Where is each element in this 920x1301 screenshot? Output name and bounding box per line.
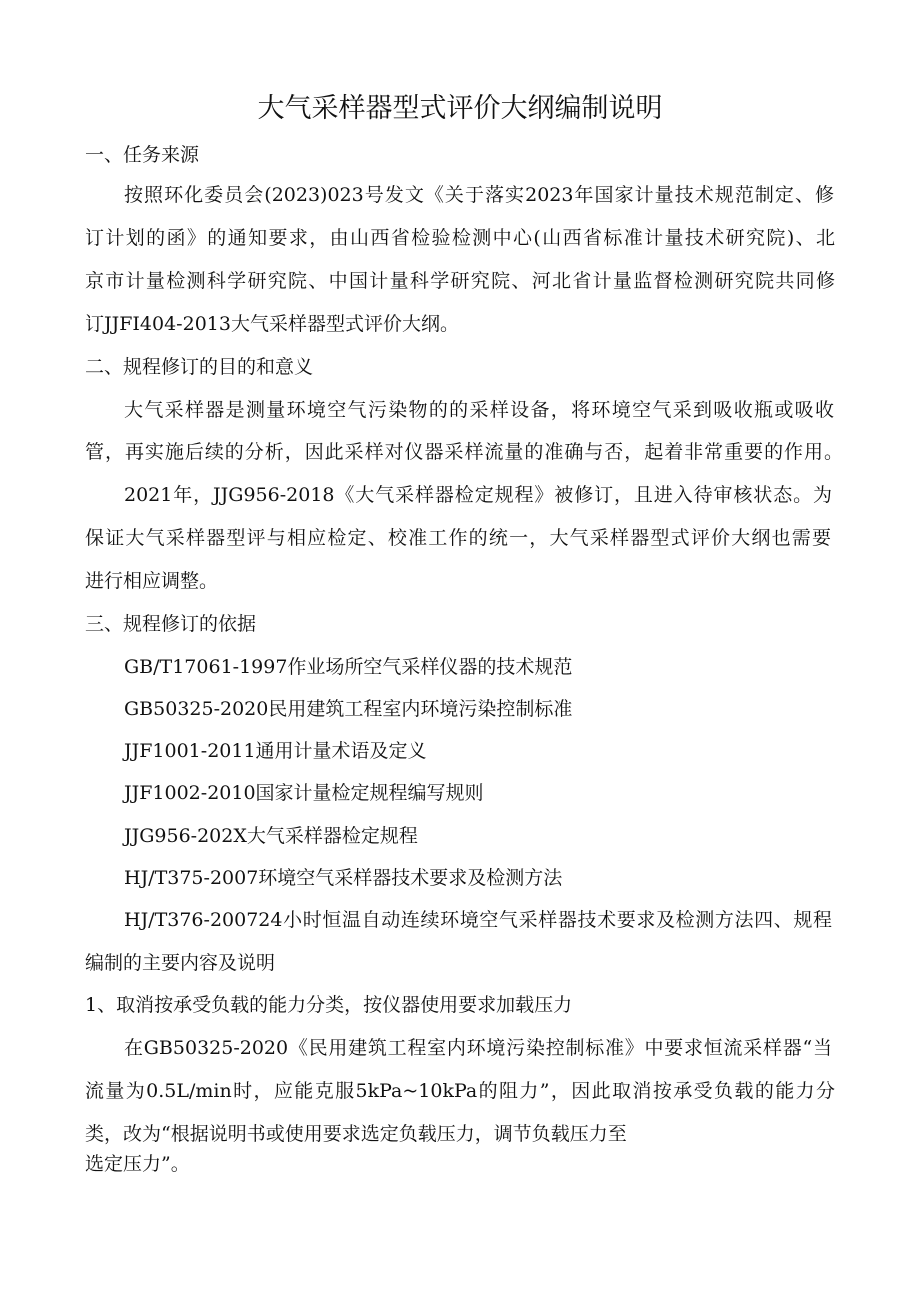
reference-item: JJF1002-2010国家计量检定规程编写规则 (124, 782, 484, 804)
paragraph-line: 保证大气采样器型评与相应检定、校准工作的统一，大气采样器型式评价大纲也需要 (85, 527, 831, 549)
paragraph-line: 流量为0.5L/min时，应能克服5kPa~10kPa的阻力”，因此取消按承受负载的能力分 (85, 1080, 835, 1102)
paragraph-line: 2021年，JJG956-2018《大气采样器检定规程》被修订，且进入待审核状态。为 (124, 484, 832, 506)
reference-item: GB50325-2020民用建筑工程室内环境污染控制标准 (124, 698, 573, 720)
paragraph-line: 按照环化委员会(2023)023号发文《关于落实2023年国家计量技术规范制定、修 (124, 184, 834, 206)
reference-item: GB/T17061-1997作业场所空气采样仪器的技术规范 (124, 656, 573, 678)
item-heading: 1、取消按承受负载的能力分类，按仪器使用要求加载压力 (85, 994, 573, 1016)
reference-item: JJF1001-2011通用计量术语及定义 (124, 740, 427, 762)
document-title: 大气采样器型式评价大纲编制说明 (257, 93, 663, 124)
paragraph-line: 订计划的函》的通知要求，由山西省检验检测中心(山西省标准计量技术研究院)、北 (85, 227, 835, 249)
section-heading: 二、规程修订的目的和意义 (85, 356, 314, 378)
paragraph-line: 进行相应调整。 (85, 570, 219, 592)
paragraph-line: 订JJFI404-2013大气采样器型式评价大纲。 (85, 313, 459, 335)
reference-item: HJ/T376-200724小时恒温自动连续环境空气采样器技术要求及检测方法四、规程 (124, 909, 832, 931)
paragraph-line: 京市计量检测科学研究院、中国计量科学研究院、河北省计量监督检测研究院共同修 (85, 270, 835, 292)
reference-item: JJG956-202X大气采样器检定规程 (124, 825, 418, 847)
section-heading: 三、规程修订的依据 (85, 613, 257, 635)
paragraph-line: 在GB50325-2020《民用建筑工程室内环境污染控制标准》中要求恒流采样器“当 (124, 1037, 832, 1059)
paragraph-line: 大气采样器是测量环境空气污染物的的采样设备，将环境空气采到吸收瓶或吸收 (124, 399, 834, 421)
paragraph-line: 选定压力”。 (85, 1153, 190, 1175)
paragraph-line: 编制的主要内容及说明 (85, 952, 276, 974)
section-heading: 一、任务来源 (85, 144, 200, 166)
reference-item: HJ/T375-2007环境空气采样器技术要求及检测方法 (124, 867, 563, 889)
paragraph-line: 类，改为“根据说明书或使用要求选定负载压力，调节负载压力至 (85, 1123, 627, 1145)
paragraph-line: 管，再实施后续的分析，因此采样对仪器采样流量的准确与否，起着非常重要的作用。 (85, 441, 843, 463)
